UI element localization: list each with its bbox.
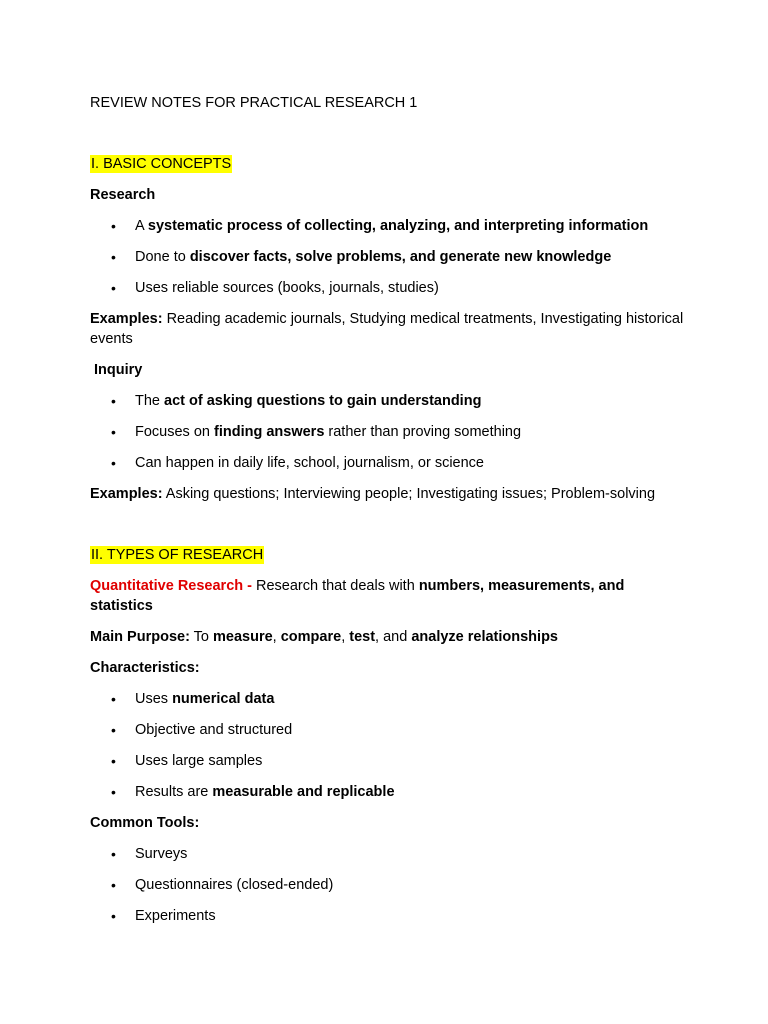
examples-text: Asking questions; Interviewing people; Investigating issues; Problem-solving bbox=[162, 486, 656, 502]
list-item: • Uses numerical data bbox=[111, 691, 275, 707]
list-item: • A systematic process of collecting, analyzing, and interpreting information bbox=[111, 218, 649, 234]
list-item: • Uses large samples bbox=[111, 753, 263, 769]
research-bullet-list bbox=[90, 216, 690, 298]
bullet-icon: • bbox=[111, 218, 116, 234]
bullet-icon: • bbox=[111, 722, 116, 738]
bullet-icon: • bbox=[111, 753, 116, 769]
list-item: • Done to discover facts, solve problems, and generate new knowledge bbox=[111, 249, 612, 265]
main-purpose-label: Main Purpose: bbox=[90, 629, 190, 645]
bullet-icon: • bbox=[111, 908, 116, 924]
bullet-icon: • bbox=[111, 249, 116, 265]
bullet-icon: • bbox=[111, 455, 116, 471]
list-item: • Focuses on finding answers rather than proving something bbox=[111, 424, 522, 440]
characteristics-label: Characteristics: bbox=[90, 660, 200, 676]
examples-label: Examples: bbox=[90, 311, 163, 327]
list-item: • The act of asking questions to gain understanding bbox=[111, 393, 482, 409]
common-tools-list bbox=[90, 844, 690, 926]
bullet-icon: • bbox=[111, 424, 116, 440]
bullet-icon: • bbox=[111, 784, 116, 800]
section-heading-basic-concepts: I. BASIC CONCEPTS bbox=[91, 156, 232, 172]
list-item: • Questionnaires (closed-ended) bbox=[111, 877, 334, 893]
document-body bbox=[90, 93, 690, 926]
list-item: • Experiments bbox=[111, 908, 216, 924]
main-purpose: Main Purpose: To measure, compare, test, and analyze relationships bbox=[90, 629, 558, 645]
bullet-icon: • bbox=[111, 877, 116, 893]
document-title: REVIEW NOTES FOR PRACTICAL RESEARCH 1 bbox=[90, 95, 418, 111]
list-item: • Results are measurable and replicable bbox=[111, 784, 395, 800]
bullet-icon: • bbox=[111, 280, 116, 296]
common-tools-label: Common Tools: bbox=[90, 815, 200, 831]
inquiry-bullet-list bbox=[90, 391, 690, 473]
quantitative-definition: Quantitative Research - Research that deals with numbers, measurements, and statistics bbox=[90, 578, 625, 614]
bullet-icon: • bbox=[111, 846, 116, 862]
characteristics-list bbox=[90, 689, 690, 802]
bullet-icon: • bbox=[111, 393, 116, 409]
list-item: • Uses reliable sources (books, journals, studies) bbox=[111, 280, 439, 296]
inquiry-examples bbox=[90, 484, 690, 504]
examples-label: Examples: bbox=[90, 486, 163, 502]
bullet-icon: • bbox=[111, 691, 116, 707]
list-item: • Can happen in daily life, school, journalism, or science bbox=[111, 455, 484, 471]
inquiry-label: Inquiry bbox=[94, 362, 143, 378]
research-examples bbox=[90, 309, 690, 349]
examples-text: Reading academic journals, Studying medical treatments, Investigating historical events bbox=[90, 311, 684, 347]
list-item: • Surveys bbox=[111, 846, 188, 862]
research-label: Research bbox=[90, 187, 156, 203]
quantitative-label: Quantitative Research - bbox=[90, 578, 256, 594]
list-item: • Objective and structured bbox=[111, 722, 293, 738]
section-heading-types-of-research: II. TYPES OF RESEARCH bbox=[91, 547, 264, 563]
